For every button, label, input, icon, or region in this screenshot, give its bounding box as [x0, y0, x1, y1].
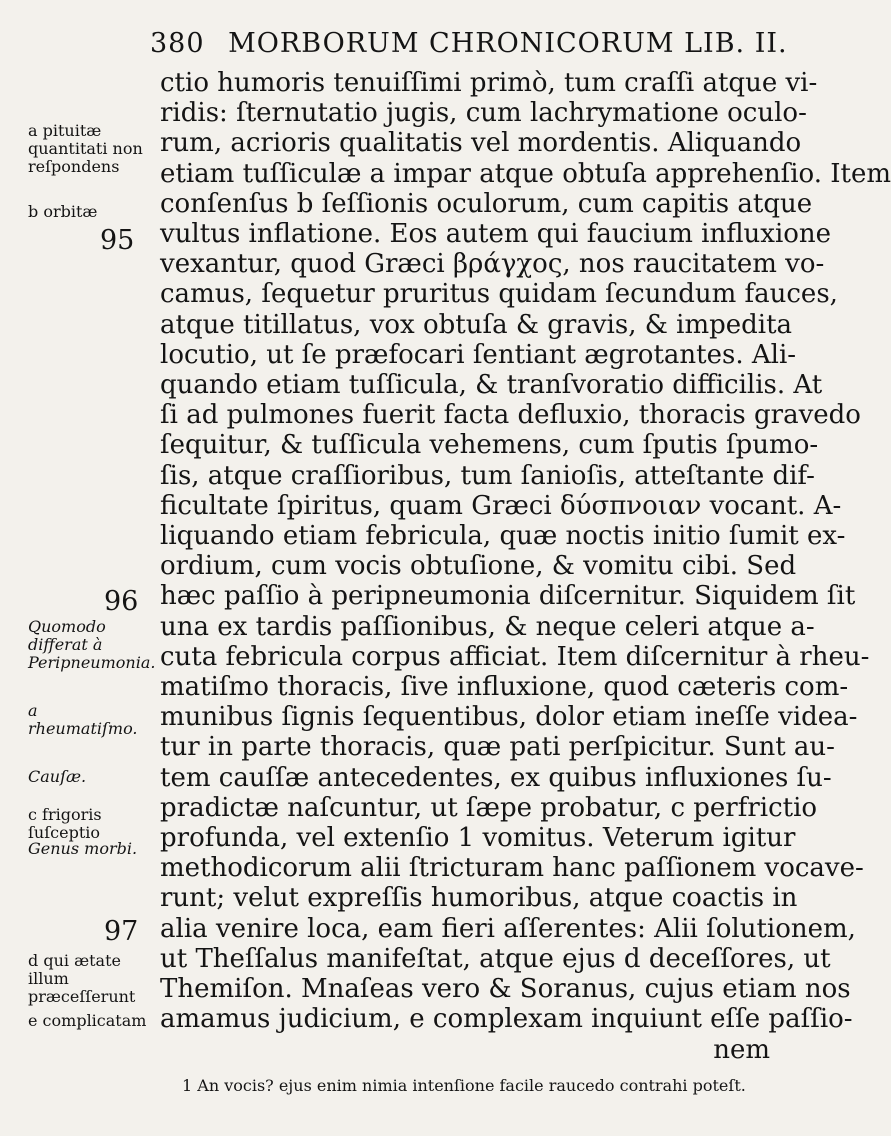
text-line: hæc paſſio à peripneumonia diſcernitur. Siquidem ſit: [160, 581, 856, 612]
margin-note-c: c frigoris ſuſceptio: [28, 805, 102, 842]
margin-note-causae: Cauſæ.: [28, 767, 87, 786]
text-line: runt; velut expreſſis humoribus, atque coactis in: [160, 883, 798, 914]
text-line: pradictæ naſcuntur, ut ſæpe probatur, c perfrictio: [160, 792, 818, 823]
text-line: ridis: ſternutatio jugis, cum lachrymatione oculo-: [160, 98, 807, 129]
text-line: atque titillatus, vox obtuſa & gravis, & impedita: [160, 309, 793, 340]
text-line: tem cauſſæ antecedentes, ex quibus influxiones ſu-: [160, 762, 832, 793]
page-header: [150, 28, 788, 59]
text-line: etiam tuſſiculæ a impar atque obtuſa apprehenſio. Item: [160, 158, 891, 189]
text-line: amamus judicium, e complexam inquiunt eſſe paſſio-: [160, 1004, 853, 1035]
footnote: 1 An vocis? ejus enim nimia intenſione facile raucedo contrahi poteſt.: [182, 1076, 746, 1095]
margin-note-a: a pituitæ quantitati non reſpondens: [28, 121, 143, 176]
text-line: Themiſon. Mnaſeas vero & Soranus, cujus etiam nos: [160, 974, 851, 1005]
section-number-96: 96: [104, 586, 139, 617]
text-line: munibus ſignis ſequentibus, dolor etiam ineſſe videa-: [160, 702, 858, 733]
running-title: MORBORUM CHRONICORUM LIB. II.: [228, 28, 788, 59]
text-line-catchword: nem: [713, 1034, 770, 1065]
text-line: locutio, ut ſe præfocari ſentiant ægrotantes. Ali-: [160, 339, 797, 370]
page-number: 380: [150, 28, 205, 59]
text-line: methodicorum alii ſtricturam hanc paſſionem vocave-: [160, 853, 864, 884]
text-line: ficultate ſpiritus, quam Græci δύσπνοιαν vocant. A-: [160, 490, 842, 521]
body-text: [160, 68, 891, 1065]
text-line: ſequitur, & tuſſicula vehemens, cum ſputis ſpumo-: [160, 430, 819, 461]
text-line: cuta febricula corpus afficiat. Item diſcernitur à rheu-: [160, 641, 870, 672]
text-line: vexantur, quod Græci βράγχος, nos raucitatem vo-: [160, 249, 825, 280]
section-number-97: 97: [104, 916, 139, 947]
text-line: tur in parte thoracis, quæ pati perſpicitur. Sunt au-: [160, 732, 835, 763]
text-line: liquando etiam febricula, quæ noctis initio ſumit ex-: [160, 521, 846, 552]
margin-note-e: e complicatam: [28, 1011, 147, 1030]
margin-note-genus: Genus morbi.: [28, 839, 138, 858]
text-line: quando etiam tuſſicula, & tranſvoratio difficilis. At: [160, 370, 823, 401]
text-line: alia venire loca, eam fieri aſſerentes: Alii ſolutionem,: [160, 913, 856, 944]
text-line: ut Theſſalus manifeſtat, atque ejus d deceſſores, ut: [160, 943, 831, 974]
margin-note-d: d qui ætate illum præceſſerunt: [28, 951, 136, 1006]
text-line: ordium, cum vocis obtuſione, & vomitu cibi. Sed: [160, 551, 797, 582]
text-line: ctio humoris tenuiſſimi primò, tum craſſi atque vi-: [160, 68, 818, 98]
margin-note-quomodo: Quomodo differat à Peripneumonia.: [28, 617, 156, 672]
text-line: matiſmo thoracis, ſive influxione, quod cæteris com-: [160, 672, 849, 703]
text-line: conſenſus b ſeſſionis oculorum, cum capitis atque: [160, 188, 813, 219]
text-line: vultus inflatione. Eos autem qui faucium influxione: [160, 219, 832, 250]
text-line: ſi ad pulmones fuerit facta defluxio, thoracis gravedo: [160, 400, 861, 431]
text-line: rum, acrioris qualitatis vel mordentis. Aliquando: [160, 128, 802, 159]
margin-note-b: b orbitæ: [28, 202, 98, 221]
text-line: camus, ſequetur pruritus quidam ſecundum fauces,: [160, 279, 838, 310]
text-line: profunda, vel extenſio 1 vomitus. Veterum igitur: [160, 823, 796, 854]
section-number-95: 95: [100, 225, 135, 256]
text-line: ſis, atque craſſioribus, tum ſanioſis, atteſtante dif-: [160, 460, 815, 491]
text-line: una ex tardis paſſionibus, & neque celeri atque a-: [160, 611, 815, 642]
margin-note-rheumatismo: a rheumatiſmo.: [28, 701, 138, 738]
